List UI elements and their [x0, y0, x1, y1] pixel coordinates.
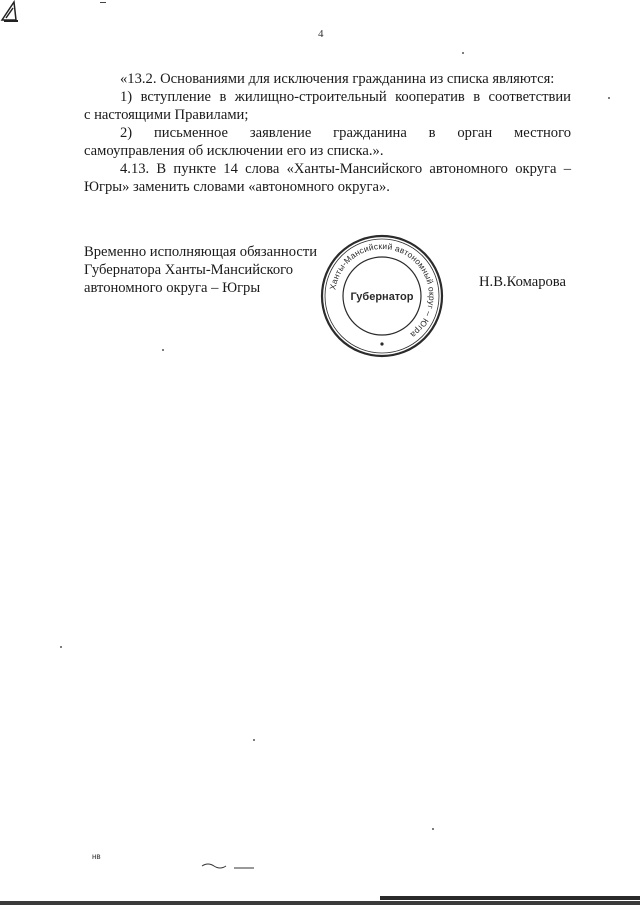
signatory-title-line: Временно исполняющая обязанности: [84, 244, 318, 260]
footer-note: нв: [92, 852, 101, 861]
paragraph-4-13-line-1: 4.13. В пункте 14 слова «Ханты-Мансийского автономного округа –: [120, 161, 571, 177]
page-number: 4: [318, 28, 324, 40]
signatory-title-line: автономного округа – Югры: [84, 280, 261, 296]
signatory-title: [84, 243, 334, 297]
signatory-title-line: Губернатора Ханты-Мансийского: [84, 262, 294, 278]
seal-center-text: Губернатор: [350, 291, 414, 303]
scan-speck: [462, 52, 464, 54]
seal-ring-text: Ханты-Мансийский автономный округ – Югра: [327, 240, 438, 341]
scan-edge-bar: [380, 896, 640, 900]
scan-speck: [253, 739, 255, 741]
paragraph-13-2: «13.2. Основаниями для исключения гражданина из списка являются:: [120, 71, 555, 87]
scan-speck: [608, 97, 610, 99]
scan-speck: [432, 828, 434, 830]
paragraph-item-1-line-1: 1) вступление в жилищно-строительный кооператив в соответствии: [120, 89, 571, 105]
paragraph-item-1-line-2: с настоящими Правилами;: [84, 107, 249, 123]
scan-edge-bar: [0, 901, 640, 905]
official-seal: [318, 232, 446, 360]
scan-speck: [60, 646, 62, 648]
paragraph-item-2-line-1: 2) письменное заявление гражданина в орган местного: [120, 125, 571, 141]
scan-speck: [162, 349, 164, 351]
footer-scribble-icon: [200, 860, 256, 870]
corner-scan-mark-icon: [0, 0, 34, 22]
scan-tick: [100, 2, 106, 3]
paragraph-4-13-line-2: Югры» заменить словами «автономного округа».: [84, 179, 390, 195]
signatory-name: Н.В.Комарова: [479, 274, 566, 290]
paragraph-item-2-line-2: самоуправления об исключении его из списка.».: [84, 143, 384, 159]
